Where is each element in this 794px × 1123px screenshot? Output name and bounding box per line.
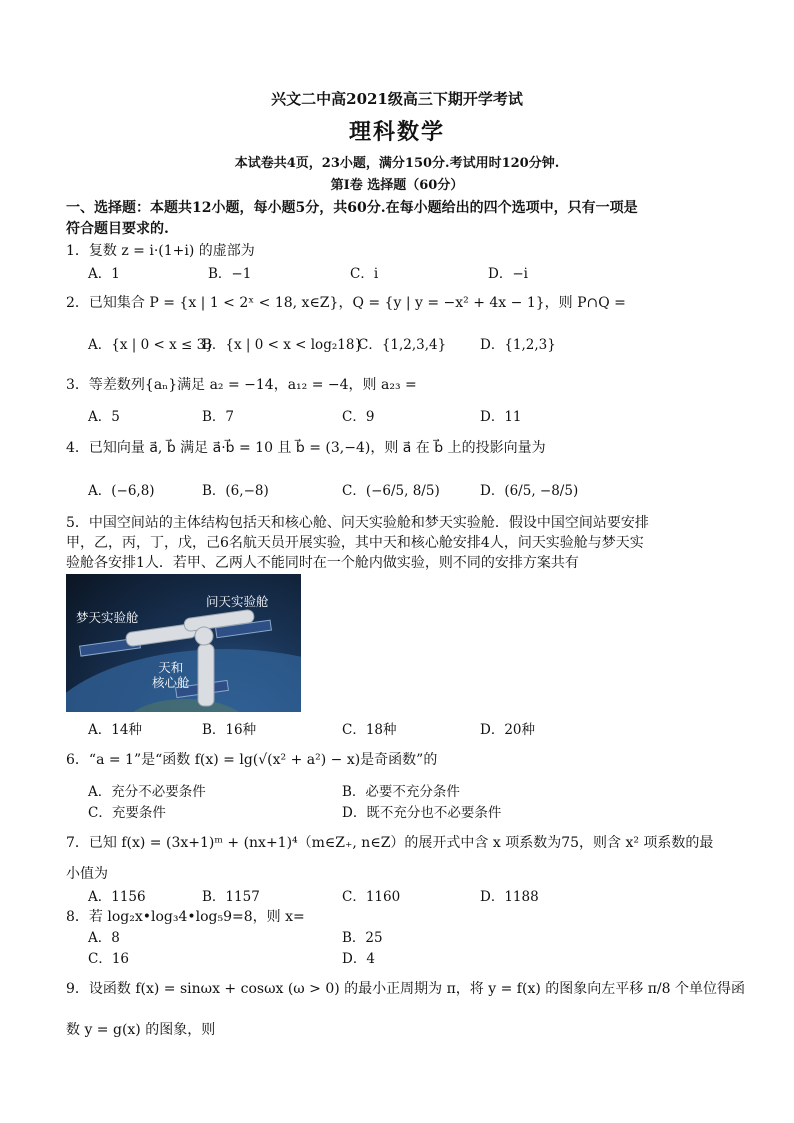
question-5-stem-cont-1: 甲，乙，丙，丁，戊，己6名航天员开展实验，其中天和核心舱安排4人，问天实验舱与梦天实: [66, 535, 644, 551]
question-7-option-d: D．1188: [480, 889, 539, 905]
question-8-option-b: B．25: [342, 930, 383, 946]
question-9-stem-cont: 数 y = g(x) 的图象，则: [66, 1022, 216, 1038]
question-4-option-a: A．(−6,8): [88, 483, 155, 499]
question-6-option-a: A．充分不必要条件: [88, 784, 206, 800]
part-title: 第I卷 选择题（60分）: [330, 178, 464, 193]
question-6-stem: 6．“a = 1”是“函数 f(x) = lg(√(x² + a²) − x)是奇函数”的: [66, 752, 438, 768]
question-3-option-a: A．5: [88, 409, 120, 425]
question-2-option-d: D．{1,2,3}: [480, 337, 556, 353]
school-title: 兴文二中高2021级高三下期开学考试: [271, 90, 523, 108]
question-1-option-c: C．i: [350, 266, 379, 282]
question-6-option-d: D．既不充分也不必要条件: [342, 805, 502, 821]
question-3-option-c: C．9: [342, 409, 375, 425]
question-8-option-d: D．4: [342, 951, 375, 967]
photo-label-wentian: 问天实验舱: [206, 594, 269, 609]
question-5-option-b: B．16种: [202, 722, 257, 738]
question-2-option-c: C．{1,2,3,4}: [358, 337, 447, 353]
question-1-option-d: D．−i: [488, 266, 528, 282]
photo-label-mengtian: 梦天实验舱: [76, 610, 139, 625]
question-7-option-a: A．1156: [88, 889, 146, 905]
question-7-stem-cont: 小值为: [66, 866, 108, 882]
question-8-stem: 8．若 log₂x•log₃4•log₅9=8，则 x=: [66, 909, 305, 925]
question-5-stem-cont-2: 验舱各安排1人．若甲、乙两人不能同时在一个舱内做实验，则不同的安排方案共有: [66, 555, 579, 571]
question-1-option-b: B．−1: [208, 266, 252, 282]
question-7-option-c: C．1160: [342, 889, 401, 905]
space-station-photo: [66, 574, 301, 712]
question-3-option-b: B．7: [202, 409, 235, 425]
question-9-stem: 9．设函数 f(x) = sinωx + cosωx (ω > 0) 的最小正周期为 π，将 y = f(x) 的图象向左平移 π/8 个单位得函: [66, 981, 745, 997]
question-8-option-c: C．16: [88, 951, 130, 967]
question-5-option-a: A．14种: [88, 722, 142, 738]
question-4-option-d: D．(6/5, −8/5): [480, 483, 579, 499]
question-4-stem: 4．已知向量 a⃗, b⃗ 满足 a⃗·b⃗ = 10 且 b⃗ = (3,−4)，则 a⃗ 在 b⃗ 上的投影向量为: [66, 440, 546, 456]
question-3-stem: 3．等差数列{aₙ}满足 a₂ = −14，a₁₂ = −4，则 a₂₃ =: [66, 377, 417, 393]
question-2-option-a: A．{x | 0 < x ≤ 3}: [88, 337, 214, 353]
question-1-option-a: A．1: [88, 266, 120, 282]
question-4-option-c: C．(−6/5, 8/5): [342, 483, 440, 499]
question-8-option-a: A．8: [88, 930, 120, 946]
question-7-option-b: B．1157: [202, 889, 260, 905]
question-5-option-c: C．18种: [342, 722, 397, 738]
question-5-option-d: D．20种: [480, 722, 536, 738]
question-1-stem: 1．复数 z = i·(1+i) 的虚部为: [66, 243, 255, 259]
question-7-stem: 7．已知 f(x) = (3x+1)ᵐ + (nx+1)⁴（m∈Z₊, n∈Z）的展开式中含 x 项系数为75，则含 x² 项系数的最: [66, 835, 714, 851]
section-heading-cont: 符合题目要求的.: [66, 221, 169, 237]
question-4-option-b: B．(6,−8): [202, 483, 269, 499]
question-5-stem: 5．中国空间站的主体结构包括天和核心舱、问天实验舱和梦天实验舱．假设中国空间站要安排: [66, 515, 649, 531]
photo-label-tianhe: 天和 核心舱: [152, 660, 190, 690]
question-2-stem: 2．已知集合 P = {x | 1 < 2ˣ < 18, x∈Z}，Q = {y | y = −x² + 4x − 1}，则 P∩Q =: [66, 295, 626, 311]
question-6-option-b: B．必要不充分条件: [342, 784, 460, 800]
section-heading: 一、选择题：本题共12小题，每小题5分，共60分.在每小题给出的四个选项中，只有一项是: [66, 200, 638, 216]
subject-title: 理科数学: [348, 119, 445, 145]
question-2-option-b: B．{x | 0 < x < log₂18}: [202, 337, 364, 353]
exam-info: 本试卷共4页，23小题，满分150分.考试用时120分钟.: [234, 156, 560, 171]
question-6-option-c: C．充要条件: [88, 805, 166, 821]
question-3-option-d: D．11: [480, 409, 522, 425]
